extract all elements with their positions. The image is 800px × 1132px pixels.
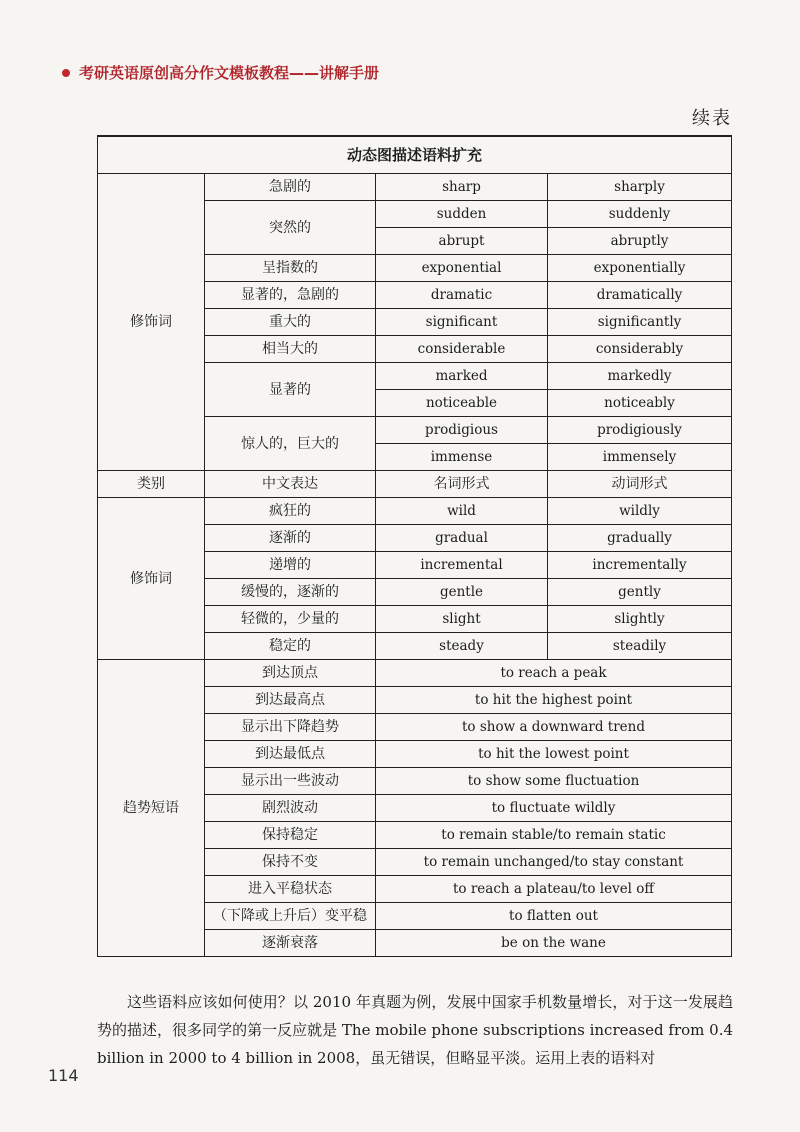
zh-cell: 逐渐的 [205,525,376,552]
zh-cell: 显著的 [205,363,376,417]
column-header: 中文表达 [205,471,376,498]
zh-cell: 疯狂的 [205,498,376,525]
adj-cell: slight [376,606,548,633]
column-header-row [98,471,732,498]
table-row [98,498,732,525]
category-cell: 趋势短语 [98,660,205,957]
zh-cell: 显著的，急剧的 [205,282,376,309]
zh-cell: 逐渐衰落 [205,930,376,957]
adj-cell: sudden [376,201,548,228]
adv-cell: considerably [548,336,732,363]
zh-cell: 缓慢的，逐渐的 [205,579,376,606]
zh-cell: 突然的 [205,201,376,255]
zh-cell: 惊人的，巨大的 [205,417,376,471]
category-cell: 修饰词 [98,498,205,660]
zh-cell: 到达最低点 [205,741,376,768]
table-title: 动态图描述语料扩充 [98,136,732,174]
zh-cell: （下降或上升后）变平稳 [205,903,376,930]
phrase-cell: to reach a plateau/to level off [376,876,732,903]
adj-cell: immense [376,444,548,471]
body-paragraph [97,988,733,1072]
adj-cell: significant [376,309,548,336]
phrase-cell: to hit the lowest point [376,741,732,768]
adv-cell: prodigiously [548,417,732,444]
zh-cell: 显示出一些波动 [205,768,376,795]
phrase-cell: to flatten out [376,903,732,930]
phrase-cell: to reach a peak [376,660,732,687]
page-number: 114 [48,1066,79,1085]
adj-cell: prodigious [376,417,548,444]
phrase-cell: to remain stable/to remain static [376,822,732,849]
adv-cell: abruptly [548,228,732,255]
adj-cell: abrupt [376,228,548,255]
adj-cell: marked [376,363,548,390]
adv-cell: immensely [548,444,732,471]
adj-cell: noticeable [376,390,548,417]
vocabulary-table [97,135,732,957]
adv-cell: sharply [548,174,732,201]
zh-cell: 到达最高点 [205,687,376,714]
phrase-cell: to fluctuate wildly [376,795,732,822]
running-header [62,62,379,83]
phrase-cell: to show some fluctuation [376,768,732,795]
adj-cell: steady [376,633,548,660]
column-header: 类别 [98,471,205,498]
zh-cell: 剧烈波动 [205,795,376,822]
zh-cell: 急剧的 [205,174,376,201]
phrase-cell: be on the wane [376,930,732,957]
adv-cell: markedly [548,363,732,390]
phrase-cell: to show a downward trend [376,714,732,741]
adv-cell: steadily [548,633,732,660]
paragraph-text: 这些语料应该如何使用？以 2010 年真题为例，发展中国家手机数量增长，对于这一发展趋势的描述，很多同学的第一反应就是 The mobile phone subscriptions increased from 0.4 billion in 2000 to 4 billion in 2008，虽无错误，但略显平淡。运用上表的语料对 [97,993,733,1067]
adv-cell: gently [548,579,732,606]
zh-cell: 保持不变 [205,849,376,876]
adj-cell: incremental [376,552,548,579]
adv-cell: noticeably [548,390,732,417]
zh-cell: 相当大的 [205,336,376,363]
header-title: 考研英语原创高分作文模板教程——讲解手册 [79,64,380,82]
table-row [98,660,732,687]
zh-cell: 稳定的 [205,633,376,660]
adj-cell: exponential [376,255,548,282]
zh-cell: 递增的 [205,552,376,579]
column-header: 名词形式 [376,471,548,498]
adv-cell: incrementally [548,552,732,579]
zh-cell: 到达顶点 [205,660,376,687]
bullet-icon [62,69,70,77]
zh-cell: 重大的 [205,309,376,336]
adv-cell: slightly [548,606,732,633]
table-row [98,174,732,201]
continued-label: 续表 [692,108,732,129]
adj-cell: gentle [376,579,548,606]
zh-cell: 进入平稳状态 [205,876,376,903]
adj-cell: sharp [376,174,548,201]
zh-cell: 保持稳定 [205,822,376,849]
column-header: 动词形式 [548,471,732,498]
adv-cell: wildly [548,498,732,525]
category-cell: 修饰词 [98,174,205,471]
adj-cell: dramatic [376,282,548,309]
adv-cell: dramatically [548,282,732,309]
adj-cell: gradual [376,525,548,552]
adv-cell: significantly [548,309,732,336]
adj-cell: wild [376,498,548,525]
adv-cell: gradually [548,525,732,552]
adv-cell: suddenly [548,201,732,228]
zh-cell: 显示出下降趋势 [205,714,376,741]
phrase-cell: to remain unchanged/to stay constant [376,849,732,876]
zh-cell: 呈指数的 [205,255,376,282]
adv-cell: exponentially [548,255,732,282]
adj-cell: considerable [376,336,548,363]
zh-cell: 轻微的，少量的 [205,606,376,633]
phrase-cell: to hit the highest point [376,687,732,714]
